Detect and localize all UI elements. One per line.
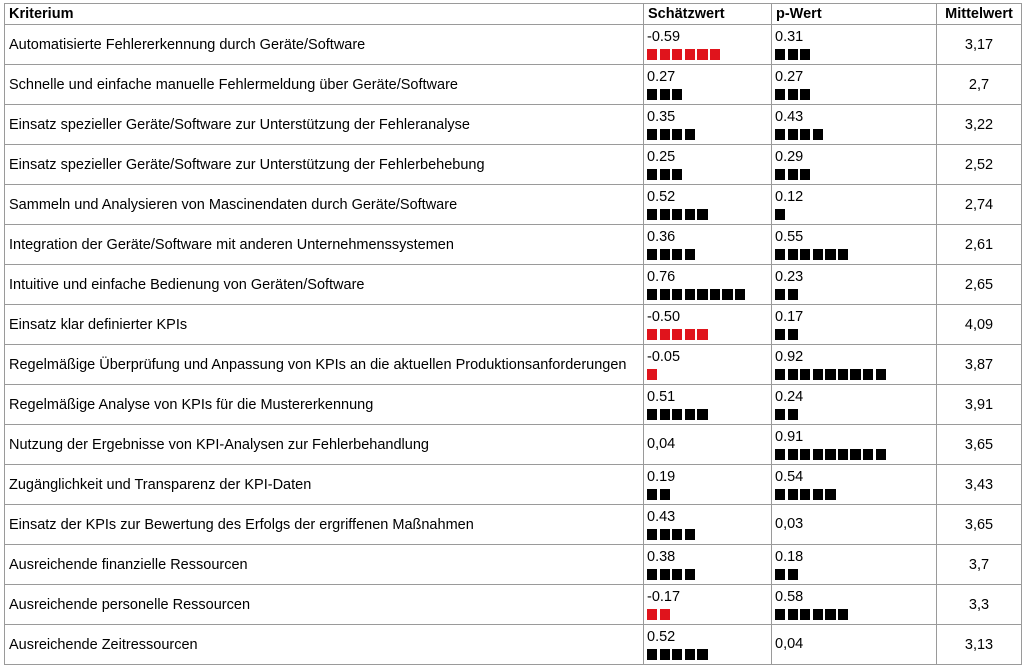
magnitude-square: [775, 49, 785, 60]
magnitude-square: [800, 129, 810, 140]
magnitude-square: [876, 449, 886, 460]
mittelwert-cell: 3,17: [937, 25, 1022, 65]
schaetzwert-cell: [644, 25, 772, 65]
magnitude-square: [685, 129, 695, 140]
magnitude-square: [672, 649, 682, 660]
magnitude-square: [697, 209, 707, 220]
schaetzwert-square-bar: [647, 569, 771, 580]
magnitude-square: [697, 289, 707, 300]
p-wert-value: 0.58: [775, 588, 804, 605]
magnitude-square: [775, 409, 785, 420]
table-row: [5, 385, 1022, 425]
magnitude-square: [825, 489, 835, 500]
magnitude-square: [775, 169, 785, 180]
table-row: [5, 505, 1022, 545]
magnitude-square: [775, 329, 785, 340]
mittelwert-cell: 2,7: [937, 65, 1022, 105]
p-wert-value: 0.55: [775, 228, 804, 245]
kriterium-cell: Automatisierte Fehlererkennung durch Geräte/Software: [5, 25, 644, 65]
magnitude-square: [660, 289, 670, 300]
magnitude-square: [775, 129, 785, 140]
table-row: [5, 25, 1022, 65]
schaetzwert-value: -0.17: [647, 588, 681, 605]
magnitude-square: [647, 649, 657, 660]
table-header-row: [5, 4, 1022, 25]
kriterium-cell: Ausreichende Zeitressourcen: [5, 625, 644, 665]
magnitude-square: [685, 329, 695, 340]
kriterium-cell: Ausreichende finanzielle Ressourcen: [5, 545, 644, 585]
table-row: [5, 65, 1022, 105]
p-wert-cell: [772, 105, 937, 145]
kriterium-cell: Intuitive und einfache Bedienung von Geräten/Software: [5, 265, 644, 305]
magnitude-square: [788, 609, 798, 620]
magnitude-square: [647, 569, 657, 580]
magnitude-square: [775, 289, 785, 300]
magnitude-square: [863, 369, 873, 380]
magnitude-square: [775, 489, 785, 500]
magnitude-square: [775, 449, 785, 460]
schaetzwert-value: 0.52: [647, 628, 676, 645]
p-wert-cell: [772, 345, 937, 385]
magnitude-square: [788, 129, 798, 140]
p-wert-value: 0.43: [775, 108, 804, 125]
mittelwert-cell: 2,74: [937, 185, 1022, 225]
magnitude-square: [838, 369, 848, 380]
mittelwert-cell: 3,3: [937, 585, 1022, 625]
p-wert-cell: [772, 305, 937, 345]
magnitude-square: [685, 569, 695, 580]
p-wert-value: 0.23: [775, 268, 804, 285]
p-wert-square-bar: [775, 89, 936, 100]
schaetzwert-square-bar: [647, 329, 771, 340]
p-wert-value: 0,03: [775, 516, 804, 532]
magnitude-square: [863, 449, 873, 460]
schaetzwert-square-bar: [647, 369, 771, 380]
magnitude-square: [825, 609, 835, 620]
mittelwert-cell: 3,13: [937, 625, 1022, 665]
p-wert-square-bar: [775, 49, 936, 60]
magnitude-square: [800, 249, 810, 260]
p-wert-square-bar: [775, 489, 936, 500]
p-wert-square-bar: [775, 569, 936, 580]
schaetzwert-value: 0.43: [647, 508, 676, 525]
magnitude-square: [647, 609, 657, 620]
schaetzwert-value: 0,04: [647, 436, 676, 452]
magnitude-square: [850, 449, 860, 460]
magnitude-square: [660, 89, 670, 100]
magnitude-square: [775, 249, 785, 260]
schaetzwert-value: -0.50: [647, 308, 681, 325]
kriterium-cell: Einsatz spezieller Geräte/Software zur Unterstützung der Fehleranalyse: [5, 105, 644, 145]
p-wert-value: 0.17: [775, 308, 804, 325]
header-kriterium: Kriterium: [5, 4, 644, 25]
schaetzwert-cell: [644, 305, 772, 345]
magnitude-square: [660, 489, 670, 500]
magnitude-square: [672, 169, 682, 180]
p-wert-cell: [772, 265, 937, 305]
table-row: [5, 425, 1022, 465]
magnitude-square: [800, 89, 810, 100]
p-wert-value: 0.54: [775, 468, 804, 485]
magnitude-square: [788, 329, 798, 340]
magnitude-square: [685, 289, 695, 300]
table-row: [5, 265, 1022, 305]
magnitude-square: [685, 409, 695, 420]
magnitude-square: [800, 49, 810, 60]
kriterium-cell: Nutzung der Ergebnisse von KPI-Analysen zur Fehlerbehandlung: [5, 425, 644, 465]
schaetzwert-square-bar: [647, 649, 771, 660]
magnitude-square: [672, 529, 682, 540]
p-wert-square-bar: [775, 409, 936, 420]
schaetzwert-square-bar: [647, 249, 771, 260]
magnitude-square: [660, 649, 670, 660]
magnitude-square: [647, 529, 657, 540]
magnitude-square: [813, 369, 823, 380]
magnitude-square: [788, 89, 798, 100]
mittelwert-cell: 3,87: [937, 345, 1022, 385]
table-row: [5, 145, 1022, 185]
kriterium-cell: Regelmäßige Überprüfung und Anpassung von KPIs an die aktuellen Produktionsanforderungen: [5, 345, 644, 385]
schaetzwert-square-bar: [647, 49, 771, 60]
p-wert-square-bar: [775, 289, 936, 300]
magnitude-square: [825, 449, 835, 460]
magnitude-square: [800, 609, 810, 620]
kriterium-cell: Regelmäßige Analyse von KPIs für die Mustererkennung: [5, 385, 644, 425]
schaetzwert-square-bar: [647, 169, 771, 180]
magnitude-square: [775, 569, 785, 580]
magnitude-square: [660, 209, 670, 220]
magnitude-square: [813, 129, 823, 140]
p-wert-square-bar: [775, 209, 936, 220]
p-wert-value: 0.18: [775, 548, 804, 565]
schaetzwert-cell: [644, 545, 772, 585]
p-wert-cell: [772, 65, 937, 105]
mittelwert-cell: 2,61: [937, 225, 1022, 265]
schaetzwert-square-bar: [647, 89, 771, 100]
magnitude-square: [672, 209, 682, 220]
magnitude-square: [685, 649, 695, 660]
schaetzwert-square-bar: [647, 409, 771, 420]
kriterium-cell: Einsatz spezieller Geräte/Software zur Unterstützung der Fehlerbehebung: [5, 145, 644, 185]
mittelwert-cell: 3,43: [937, 465, 1022, 505]
magnitude-square: [660, 409, 670, 420]
p-wert-square-bar: [775, 129, 936, 140]
p-wert-square-bar: [775, 449, 936, 460]
table-row: [5, 185, 1022, 225]
mittelwert-cell: 2,52: [937, 145, 1022, 185]
magnitude-square: [775, 609, 785, 620]
p-wert-square-bar: [775, 249, 936, 260]
magnitude-square: [788, 449, 798, 460]
schaetzwert-square-bar: [647, 289, 771, 300]
magnitude-square: [685, 249, 695, 260]
magnitude-square: [876, 369, 886, 380]
magnitude-square: [660, 129, 670, 140]
magnitude-square: [825, 249, 835, 260]
magnitude-square: [660, 609, 670, 620]
p-wert-value: 0.92: [775, 348, 804, 365]
mittelwert-cell: 3,65: [937, 505, 1022, 545]
p-wert-cell: [772, 505, 937, 545]
magnitude-square: [672, 129, 682, 140]
p-wert-cell: [772, 465, 937, 505]
p-wert-value: 0,04: [775, 636, 804, 652]
mittelwert-cell: 3,65: [937, 425, 1022, 465]
schaetzwert-cell: [644, 345, 772, 385]
table-row: [5, 305, 1022, 345]
p-wert-cell: [772, 385, 937, 425]
magnitude-square: [672, 49, 682, 60]
schaetzwert-cell: [644, 145, 772, 185]
magnitude-square: [788, 169, 798, 180]
magnitude-square: [697, 329, 707, 340]
schaetzwert-value: 0.51: [647, 388, 676, 405]
magnitude-square: [788, 289, 798, 300]
schaetzwert-square-bar: [647, 609, 771, 620]
magnitude-square: [672, 329, 682, 340]
magnitude-square: [685, 209, 695, 220]
magnitude-square: [647, 249, 657, 260]
p-wert-square-bar: [775, 609, 936, 620]
p-wert-cell: [772, 545, 937, 585]
p-wert-cell: [772, 25, 937, 65]
schaetzwert-cell: [644, 505, 772, 545]
table-row: [5, 345, 1022, 385]
magnitude-square: [813, 489, 823, 500]
schaetzwert-value: 0.38: [647, 548, 676, 565]
schaetzwert-cell: [644, 625, 772, 665]
magnitude-square: [647, 409, 657, 420]
header-schaetzwert: Schätzwert: [644, 4, 772, 25]
schaetzwert-cell: [644, 585, 772, 625]
p-wert-square-bar: [775, 329, 936, 340]
magnitude-square: [647, 209, 657, 220]
header-p-wert: p-Wert: [772, 4, 937, 25]
magnitude-square: [660, 49, 670, 60]
p-wert-cell: [772, 185, 937, 225]
mittelwert-cell: 2,65: [937, 265, 1022, 305]
schaetzwert-square-bar: [647, 129, 771, 140]
p-wert-value: 0.27: [775, 68, 804, 85]
table-row: [5, 585, 1022, 625]
p-wert-cell: [772, 625, 937, 665]
schaetzwert-value: -0.05: [647, 348, 681, 365]
magnitude-square: [788, 409, 798, 420]
magnitude-square: [660, 249, 670, 260]
table-row: [5, 625, 1022, 665]
magnitude-square: [838, 609, 848, 620]
schaetzwert-value: 0.35: [647, 108, 676, 125]
schaetzwert-value: 0.25: [647, 148, 676, 165]
schaetzwert-cell: [644, 65, 772, 105]
schaetzwert-value: 0.27: [647, 68, 676, 85]
header-mittelwert: Mittelwert: [937, 4, 1022, 25]
magnitude-square: [838, 449, 848, 460]
magnitude-square: [672, 569, 682, 580]
magnitude-square: [647, 489, 657, 500]
magnitude-square: [697, 409, 707, 420]
table-row: [5, 225, 1022, 265]
magnitude-square: [813, 249, 823, 260]
schaetzwert-value: 0.36: [647, 228, 676, 245]
magnitude-square: [800, 369, 810, 380]
schaetzwert-square-bar: [647, 209, 771, 220]
magnitude-square: [672, 89, 682, 100]
magnitude-square: [775, 89, 785, 100]
kriterium-cell: Ausreichende personelle Ressourcen: [5, 585, 644, 625]
p-wert-square-bar: [775, 369, 936, 380]
schaetzwert-cell: [644, 425, 772, 465]
magnitude-square: [647, 289, 657, 300]
magnitude-square: [813, 609, 823, 620]
mittelwert-cell: 4,09: [937, 305, 1022, 345]
schaetzwert-cell: [644, 185, 772, 225]
magnitude-square: [685, 49, 695, 60]
magnitude-square: [660, 529, 670, 540]
magnitude-square: [660, 329, 670, 340]
p-wert-value: 0.12: [775, 188, 804, 205]
kriterium-cell: Zugänglichkeit und Transparenz der KPI-Daten: [5, 465, 644, 505]
p-wert-cell: [772, 425, 937, 465]
p-wert-cell: [772, 145, 937, 185]
p-wert-cell: [772, 585, 937, 625]
results-table: [4, 3, 1022, 665]
magnitude-square: [672, 249, 682, 260]
schaetzwert-square-bar: [647, 489, 771, 500]
magnitude-square: [800, 449, 810, 460]
magnitude-square: [697, 649, 707, 660]
mittelwert-cell: 3,22: [937, 105, 1022, 145]
magnitude-square: [660, 169, 670, 180]
schaetzwert-value: -0.59: [647, 28, 681, 45]
magnitude-square: [672, 289, 682, 300]
magnitude-square: [647, 369, 657, 380]
schaetzwert-cell: [644, 105, 772, 145]
magnitude-square: [775, 209, 785, 220]
table-row: [5, 545, 1022, 585]
magnitude-square: [697, 49, 707, 60]
magnitude-square: [735, 289, 745, 300]
magnitude-square: [825, 369, 835, 380]
p-wert-cell: [772, 225, 937, 265]
magnitude-square: [788, 49, 798, 60]
magnitude-square: [788, 369, 798, 380]
magnitude-square: [660, 569, 670, 580]
table-body: [5, 25, 1022, 665]
magnitude-square: [647, 329, 657, 340]
magnitude-square: [685, 529, 695, 540]
p-wert-value: 0.29: [775, 148, 804, 165]
schaetzwert-square-bar: [647, 529, 771, 540]
magnitude-square: [788, 569, 798, 580]
magnitude-square: [800, 169, 810, 180]
p-wert-value: 0.91: [775, 428, 804, 445]
p-wert-square-bar: [775, 169, 936, 180]
magnitude-square: [647, 169, 657, 180]
magnitude-square: [813, 449, 823, 460]
magnitude-square: [850, 369, 860, 380]
magnitude-square: [672, 409, 682, 420]
schaetzwert-value: 0.76: [647, 268, 676, 285]
magnitude-square: [647, 129, 657, 140]
kriterium-cell: Einsatz klar definierter KPIs: [5, 305, 644, 345]
magnitude-square: [710, 289, 720, 300]
magnitude-square: [710, 49, 720, 60]
magnitude-square: [788, 249, 798, 260]
magnitude-square: [647, 89, 657, 100]
schaetzwert-cell: [644, 265, 772, 305]
schaetzwert-cell: [644, 225, 772, 265]
mittelwert-cell: 3,91: [937, 385, 1022, 425]
magnitude-square: [800, 489, 810, 500]
schaetzwert-value: 0.19: [647, 468, 676, 485]
magnitude-square: [722, 289, 732, 300]
schaetzwert-cell: [644, 385, 772, 425]
p-wert-value: 0.31: [775, 28, 804, 45]
mittelwert-cell: 3,7: [937, 545, 1022, 585]
schaetzwert-cell: [644, 465, 772, 505]
kriterium-cell: Einsatz der KPIs zur Bewertung des Erfolgs der ergriffenen Maßnahmen: [5, 505, 644, 545]
table-row: [5, 465, 1022, 505]
magnitude-square: [775, 369, 785, 380]
schaetzwert-value: 0.52: [647, 188, 676, 205]
magnitude-square: [838, 249, 848, 260]
p-wert-value: 0.24: [775, 388, 804, 405]
magnitude-square: [788, 489, 798, 500]
magnitude-square: [647, 49, 657, 60]
kriterium-cell: Sammeln und Analysieren von Mascinendaten durch Geräte/Software: [5, 185, 644, 225]
table-row: [5, 105, 1022, 145]
kriterium-cell: Schnelle und einfache manuelle Fehlermeldung über Geräte/Software: [5, 65, 644, 105]
kriterium-cell: Integration der Geräte/Software mit anderen Unternehmenssystemen: [5, 225, 644, 265]
